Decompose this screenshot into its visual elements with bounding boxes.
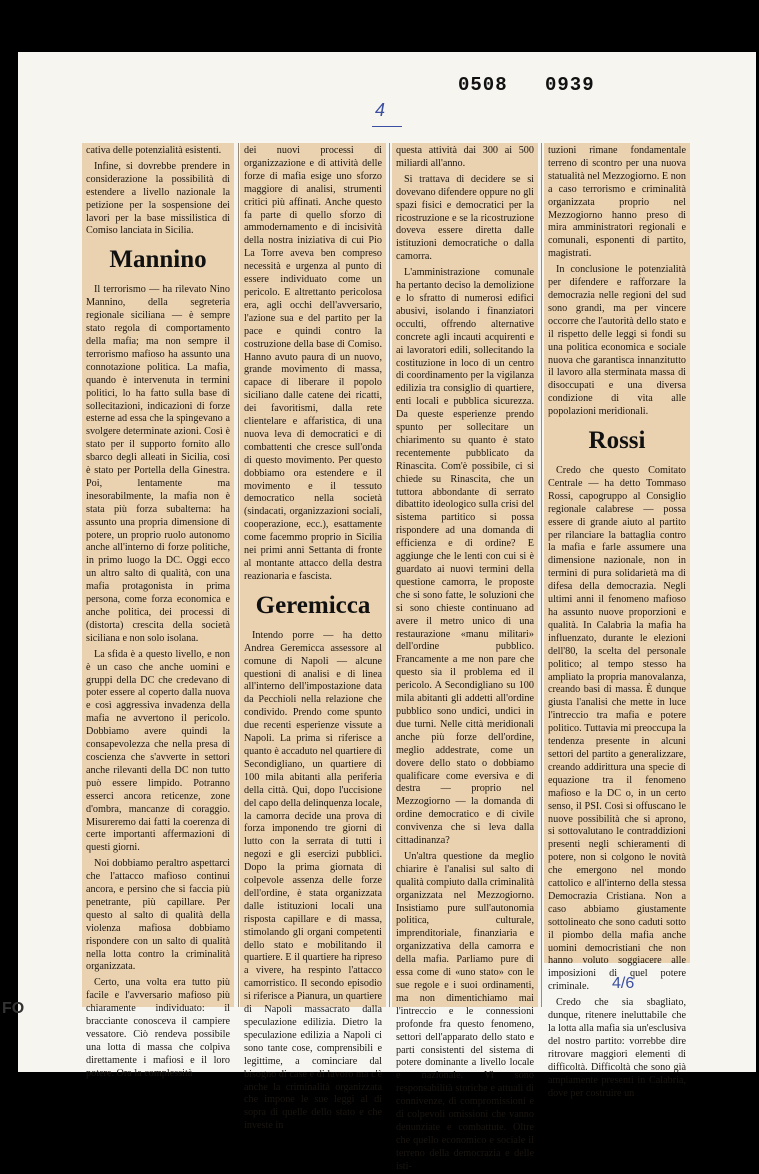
paragraph: Infine, si dovrebbe prendere in considerazione la possibilità di estendere a livello nazionale la petizione per la sospensione dei lavori per la base missilistica di Comiso lanciata in Sicilia. (86, 160, 230, 237)
stamp-number-left: 0508 (458, 74, 508, 96)
article-column-3 (392, 143, 538, 1172)
column-divider (389, 143, 390, 1007)
article-column-1 (82, 143, 234, 1079)
section-heading-mannino: Mannino (109, 246, 207, 274)
paragraph: Si trattava di decidere se si dovevano difendere oppure no gli spazi fisici e democratici per la ricostruzione e se la ricostruzione doveva essere diretta dalle istituzioni democratiche o dalla camorra. (396, 173, 534, 263)
paragraph: Noi dobbiamo peraltro aspettarci che l'attacco mafioso continui ancora, e persino che si faccia più penetrante, più capillare. Per questo al salto di qualità della violenza mafiosa dobbiamo rispondere con un salto di qualità nella lotta contro la criminalità organizzata. (86, 858, 230, 973)
edge-text: FO (2, 1000, 25, 1017)
paragraph: Un'altra questione da meglio chiarire è l'analisi sul salto di qualità compiuto dalla criminalità organizzata nel Mezzogiorno. Insistiamo pure sull'autonomia politica, culturale, imprenditoriale, finanziaria e organizzativa della camorra e della mafia. Parliamo pure di essa come di «uno stato» con le sue regole e i suoi ordinamenti, ma non dimentichiamo mai l'intreccio e le connessioni profonde fra questo fenomeno, settori dell'apparato dello stato e parti consistenti del sistema di potere dominante a livello locale e nazionale. Vi sono responsabilità storiche e attuali di connivenze, di compromissioni e di colpevoli omissioni che vanno denunziate e combattute. Oltre che quello economico e sociale il terreno della democrazia e delle isti- (396, 850, 534, 1172)
handwritten-bottom-mark: 4/6 (612, 975, 635, 992)
paragraph: Credo che sia sbagliato, dunque, ritenere ineluttabile che la lotta alla mafia sia un'esclusiva del nostro partito: vorrebbe dire ritrovare maggiori elementi di difficoltà. Difficoltà che sono già ampiamente presenti in Calabria, dove per costruire un (548, 997, 686, 1099)
paragraph: La sfida è a questo livello, e non è un caso che anche uomini e gruppi della DC che credevano di poter essere al coperto dalla nuova e così aggressiva invadenza della mafia ne avvertono il pericolo. Dobbiamo avere quindi la consapevolezza che nella presa di coscienza che s'avverte in settori anche rilevanti della DC non tutto può essere limpido. Potranno esserci ancora reticenze, zone d'ombra, mancanze di coraggio. Misureremo dai fatti la coerenza di certe importanti affermazioni di questi giorni. (86, 648, 230, 854)
paragraph: questa attività dai 300 ai 500 miliardi all'anno. (396, 145, 534, 169)
page-mark-underline (372, 126, 402, 127)
paragraph: Il terrorismo — ha rilevato Nino Mannino, della segreteria regionale siciliana — è sempre stato regola di comportamento della mafia; ma non sempre il terrorismo mafioso ha assunto una connotazione politica. La mafia, quando è intervenuta in termini politici, lo ha fatto sulla base di sollecitazioni, indicazioni di forze esterne ad essa che la spingevano a svolgere determinate azioni. Così è stato per il supporto fornito allo sbarco degli alleati in Sicilia, così è stato per Portella della Ginestra. Poi, lentamente ma inesorabilmente, la mafia non è stata più forza subalterna: ha assunto una propria dimensione di potere, un proprio ruolo autonomo anche all'interno di forze politiche, in primo luogo la DC. Oggi ecco un altro salto di qualità, con una mafia protagonista in prima persona, come forza economica e anche politica, dei processi di (distorta) crescita della società siciliana e non solo isolana. (86, 284, 230, 644)
paragraph: L'amministrazione comunale ha pertanto deciso la demolizione e lo sfratto di numerosi edifici abusivi, isolando i finanziatori occulti, offrendo alternative concrete agli incauti acquirenti e ai lavoratori edili, sollecitando la costituzione in loco di un centro di coordinamento per la vigilanza edilizia tra consiglio di quartiere, enti locali e pubblica sicurezza. Da queste esperienze prendo spunto per sollecitare un chiarimento su quanto è stato recentemente pubblicato da Rinascita. Com'è possibile, ci si chiede su Rinascita, che un tuttora abbondante di serrato dibattito ideologico sulla crisi del sistema partitico si possa rispondere ad una domanda di efficienza e di ordine? E aggiunge che le lenti con cui si è guardato ai nuovi termini della questione camorra, le proposte che si sono fatte, le soluzioni che si sono chieste continuano ad avere il metro unico di una restaurazione «manu militari» dell'ordine pubblico. Francamente a me non pare che questo sia il problema ed il pericolo. A Secondigliano su 100 mila abitanti gli addetti all'ordine pubblico sono undici, undici in due turni. Nelle città meridionali anche più forze dell'ordine, meglio addestrate, come un dovere dello stato o dobbiamo qualificare come eversiva e di destra — proprio nel Mezzogiorno — la domanda di ordine democratico e di civile convivenza che si leva dalla cittadinanza? (396, 267, 534, 847)
column-divider (541, 143, 542, 1007)
paragraph: Intendo porre — ha detto Andrea Geremicca assessore al comune di Napoli — alcune questioni di analisi e di linea all'interno dell'impostazione data da Pecchioli nella relazione che condivido. Prendo come spunto due recenti esperienze vissute a Napoli. La prima si riferisce a quanto è accaduto nel quartiere di Secondigliano, un quartiere di 100 mila abitanti alla periferia della città. Qui, dopo l'uccisione del capo della delinquenza locale, la camorra decide una prova di forza imponendo tre giorni di lutto con la serrata di tutti i negozi e gli esercizi pubblici. Dopo la prima giornata di colpevole assenza delle forze dell'ordine, è stata organizzata dalle istituzioni locali una risposta capillare e di massa, stimolando gli organi competenti dello stato e mobilitando il quartiere. E il quartiere ha ripreso a vivere, ha respinto l'attacco camorristico. Il secondo episodio si riferisce a Pianura, un quartiere di Napoli massacrato dalla speculazione edilizia. Dietro la speculazione edilizia a Napoli ci sono tante cose, comprensibili e legittime, a cominciare dal bisogno di case e di lavoro ma c'è anche la criminalità organizzata che impone le sue leggi al di sopra di quelle dello stato e che investe in (244, 629, 382, 1132)
section-heading-geremicca: Geremicca (255, 591, 371, 619)
handwritten-page-mark: 4 (375, 100, 386, 120)
paragraph: cativa delle potenzialità esistenti. (86, 145, 222, 156)
column-divider (238, 143, 239, 1007)
paragraph: tuzioni rimane fondamentale terreno di scontro per una nuova statualità nel Mezzogiorno. E non a caso terrorismo e criminalità organizzata proprio nel Mezzogiorno hanno preso di mira amministratori regionali e comunali, esponenti di partito, magistrati. (548, 145, 686, 260)
article-column-2 (240, 143, 386, 1132)
stamp-number-right: 0939 (545, 74, 595, 96)
paragraph: Certo, una volta era tutto più facile e l'avversario mafioso più chiaramente individuato: il bracciante conosceva il campiere vessatore. Ciò rendeva possibile una lotta di massa che colpiva direttamente i mafiosi e il loro potere. Ora la complessità (86, 977, 230, 1079)
paragraph: In conclusione le potenzialità per difendere e rafforzare la democrazia nelle regioni del sud sono grandi, ma per vincere occorre che l'autorità dello stato e il rispetto delle leggi si fondi su una politica economica e sociale nuova che garantisca innanzitutto il lavoro alla sterminata massa di disoccupati e una diversa condizione di vita alle popolazioni meridionali. (548, 264, 686, 418)
paragraph: Credo che questo Comitato Centrale — ha detto Tommaso Rossi, capogruppo al Consiglio regionale calabrese — possa essere di grande aiuto al partito per rilanciare la battaglia contro la mafia e farle assumere una dimensione nazionale, non in termini di pura solidarietà ma di difesa della democrazia. Negli ultimi anni il fenomeno mafioso ha assunto nuove proporzioni e qualità. In Calabria la mafia ha influenzato, durante le elezioni dell'80, la scelta del personale politico; al tempo stesso ha ampliato la propria manovalanza, creando basi di massa. È dunque giusta l'analisi che mette in luce l'intreccio tra mafia e potere politico. Tuttavia mi preoccupa la tendenza presente in alcuni settori del partito a generalizzare, creando addirittura una specie di equazione tra il fenomeno mafioso e la DC o, in un certo senso, il PSI. Così si offuscano le nuove possibilità che si aprono, si sottovalutano le contraddizioni presenti negli schieramenti di potere, non si colgono le novità che emergono nel mondo cattolico e all'interno della stessa Democrazia Cristiana. Non a caso abbiamo giustamente sottolineato che sono caduti sotto il piombo della mafia anche uomini democristiani che non hanno voluto soggiacere alle imposizioni di quel potere criminale. (548, 465, 686, 993)
paragraph: dei nuovi processi di organizzazione e di attività delle forze di mafia esige uno sforzo maggiore di analisi, strumenti critici più affinati. Anche questo fa parte di quello sforzo di ammodernamento e di incisività della nostra iniziativa di cui Pio La Torre aveva ben compreso necessità e urgenza al punto di essere individuato come un pericolo. E altrettanto pericolosa era, agli occhi dell'avversario, l'azione sua e del partito per la pace e quindi contro la costruzione della base di Comiso. Hanno avuto paura di un nuovo, grande movimento di massa, capace di liberare il popolo siciliano dalle catene dei ricatti, dei favoritismi, dalla rete clientelare e affaristica, di una nuova leva di democratici e di combattenti che cresce sull'onda di questo movimento. Per questo dobbiamo ora estendere e il movimento e il tessuto democratico nella società (sindacati, organizzazioni sociali, cooperazione, ecc.), esattamente come facemmo proprio in Sicilia nei primi anni Settanta di fronte al montante attacco della destra reazionaria e fascista. (244, 145, 382, 582)
section-heading-rossi: Rossi (588, 427, 646, 455)
